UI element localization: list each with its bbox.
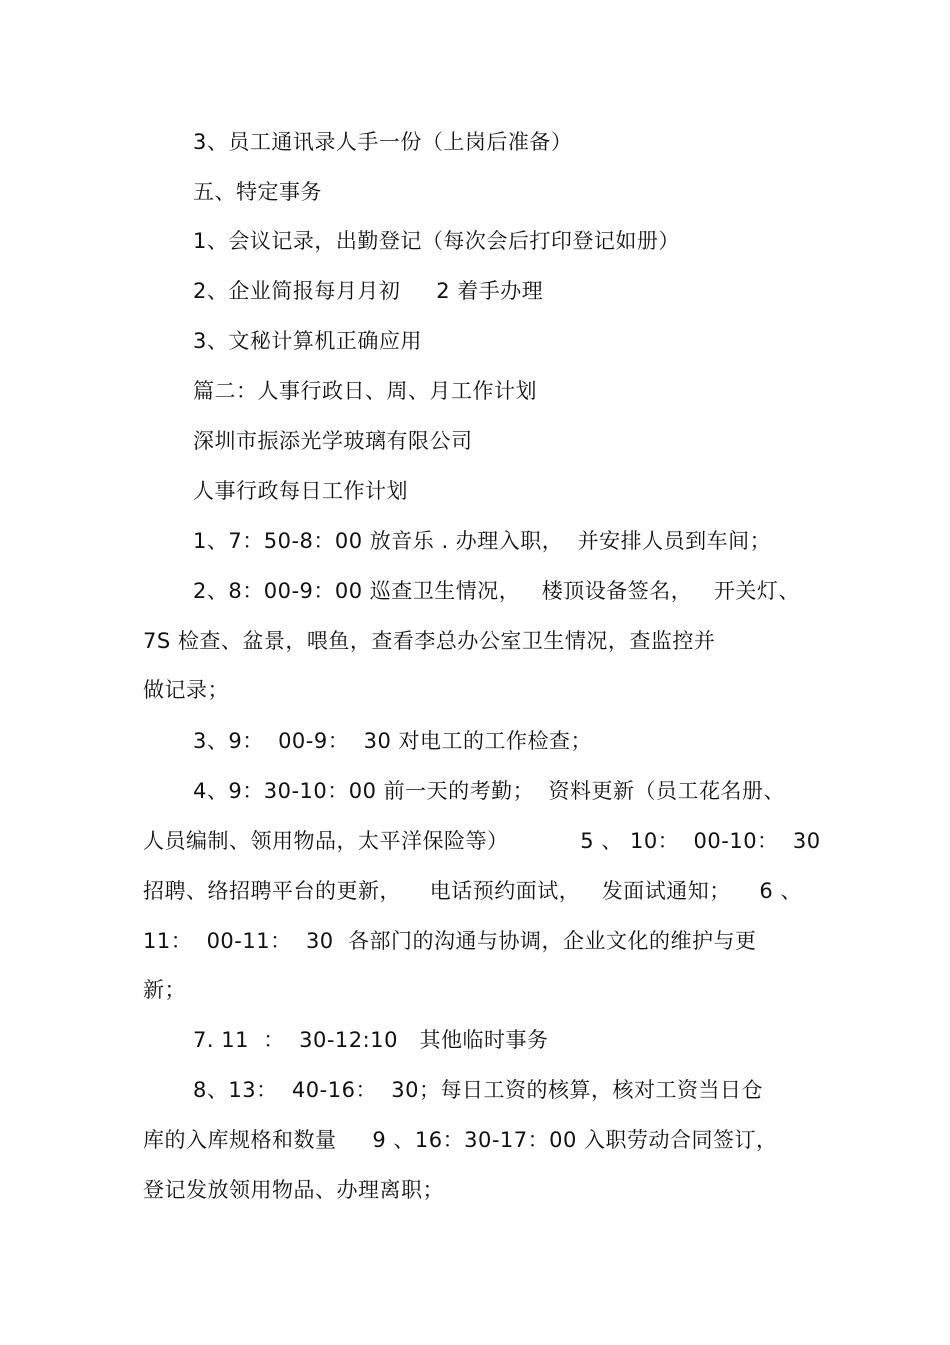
text-line-10: 2、8：00-9：00 巡查卫生情况， 楼顶设备签名， 开关灯、 xyxy=(193,579,800,603)
text-line-12: 做记录； xyxy=(143,678,229,702)
text-line-18: 新； xyxy=(143,978,186,1002)
text-line-20: 8、13： 40-16： 30；每日工资的核算，核对工资当日仓 xyxy=(193,1078,764,1102)
text-line-22: 登记发放领用物品、办理离职； xyxy=(143,1178,444,1202)
text-line-16: 招聘、络招聘平台的更新， 电话预约面试， 发面试通知； 6 、 xyxy=(143,879,802,903)
text-line-3: 1、会议记录，出勤登记（每次会后打印登记如册） xyxy=(193,229,680,253)
text-line-17: 11： 00-11： 30 各部门的沟通与协调，企业文化的维护与更 xyxy=(143,929,757,953)
text-line-19: 7. 11 ： 30-12:10 其他临时事务 xyxy=(193,1028,549,1052)
company-name: 深圳市振添光学玻璃有限公司 xyxy=(193,429,473,453)
section-heading-special-affairs: 五、特定事务 xyxy=(193,180,322,204)
daily-plan-title: 人事行政每日工作计划 xyxy=(193,479,408,503)
text-line-13: 3、9： 00-9： 30 对电工的工作检查； xyxy=(193,729,592,753)
text-line-21: 库的入库规格和数量 9 、16：30-17：00 入职劳动合同签订， xyxy=(143,1128,778,1152)
text-line-1: 3、员工通讯录人手一份（上岗后准备） xyxy=(193,130,573,154)
text-line-5: 3、文秘计算机正确应用 xyxy=(193,329,422,353)
text-line-11: 7S 检查、盆景，喂鱼，查看李总办公室卫生情况，查监控并 xyxy=(143,629,716,653)
text-line-9: 1、7：50-8：00 放音乐 . 办理入职， 并安排人员到车间； xyxy=(193,529,772,553)
text-line-14: 4、9：30-10：00 前一天的考勤； 资料更新（员工花名册、 xyxy=(193,779,785,803)
text-line-15: 人员编制、领用物品，太平洋保险等） 5 、 10： 00-10： 30 xyxy=(143,829,821,853)
text-line-4: 2、企业简报每月月初 2 着手办理 xyxy=(193,279,544,303)
section-heading-part-two: 篇二：人事行政日、周、月工作计划 xyxy=(193,379,537,403)
